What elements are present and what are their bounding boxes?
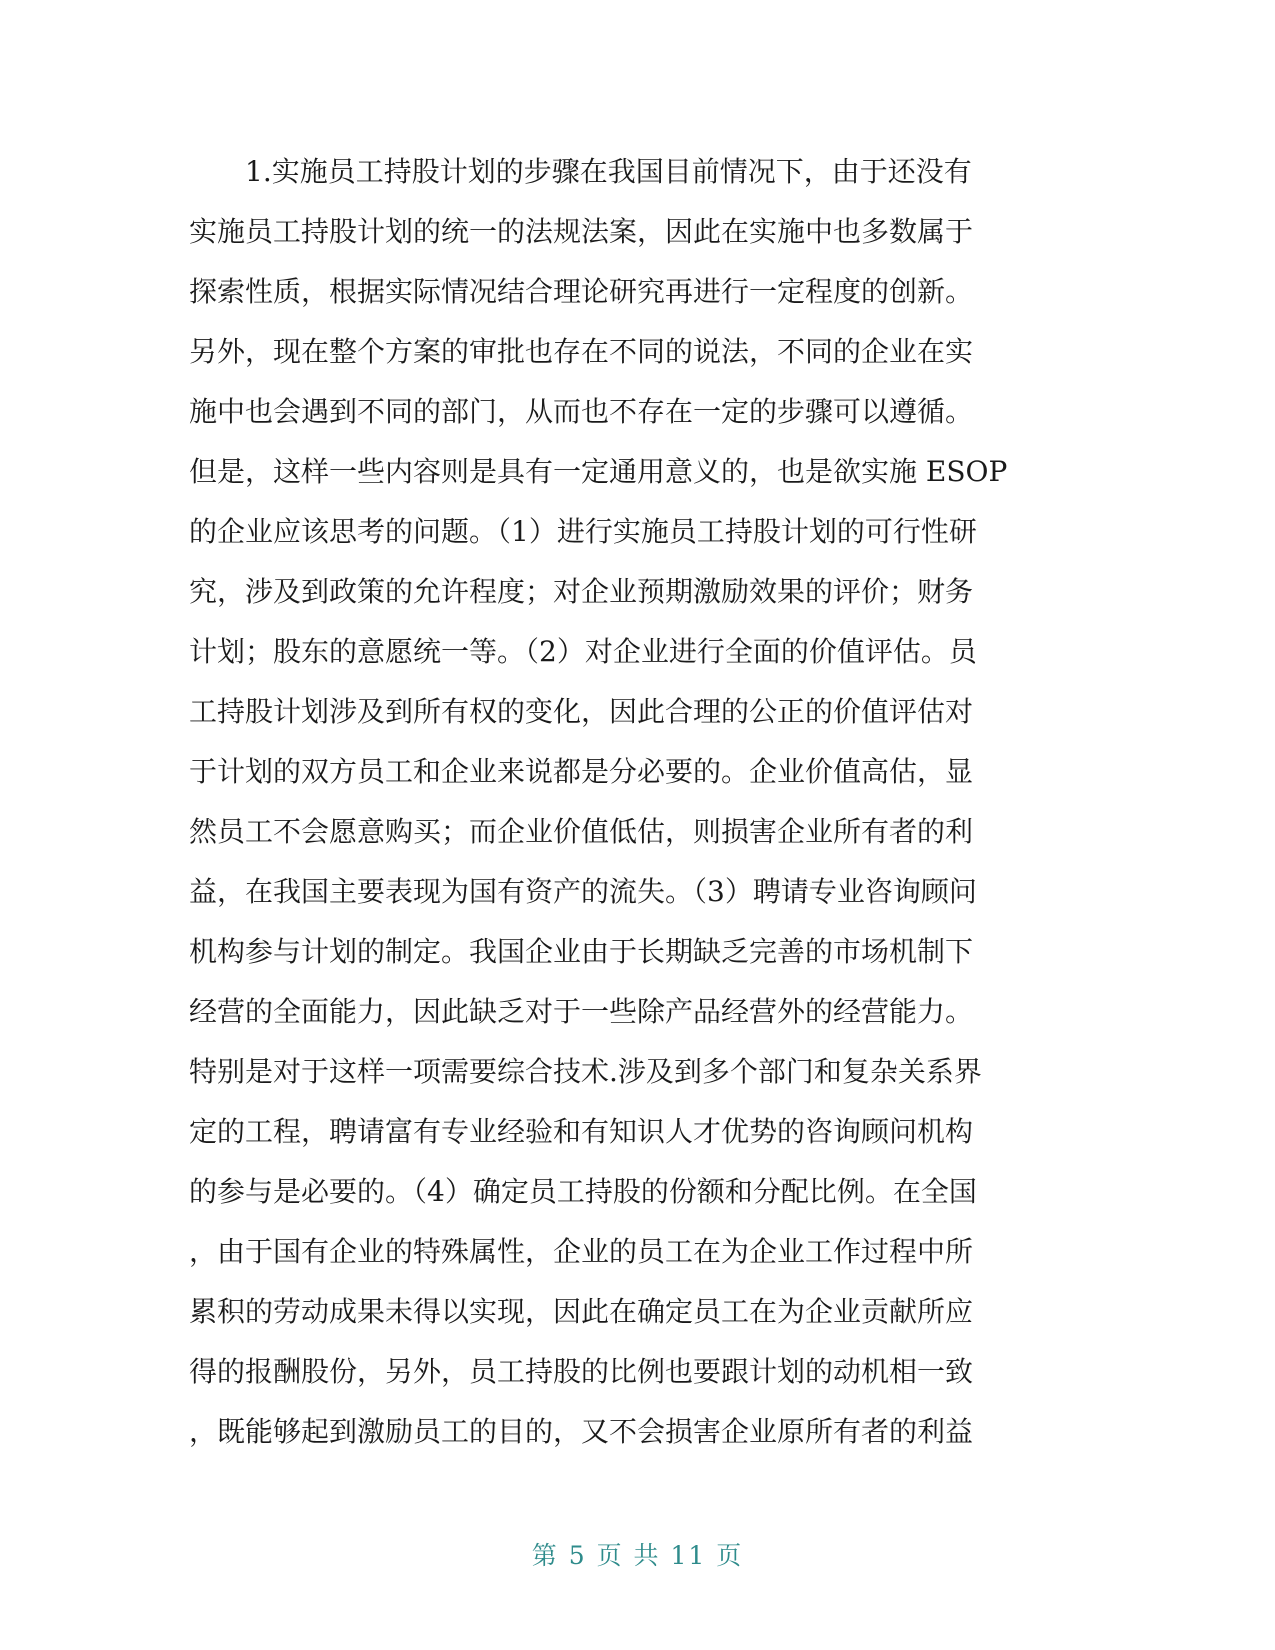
paragraph-line: 益，在我国主要表现为国有资产的流失。（3）聘请专业咨询顾问 <box>189 875 977 908</box>
paragraph-line: 的参与是必要的。（4）确定员工持股的份额和分配比例。在全国 <box>189 1175 977 1208</box>
paragraph-line: 于计划的双方员工和企业来说都是分必要的。企业价值高估，显 <box>189 755 974 788</box>
body-paragraph <box>189 142 1079 1462</box>
paragraph-line: 但是，这样一些内容则是具有一定通用意义的，也是欲实施 ESOP <box>189 455 1008 488</box>
paragraph-line: ，既能够起到激励员工的目的，又不会损害企业原所有者的利益 <box>189 1415 974 1448</box>
paragraph-line: 得的报酬股份，另外，员工持股的比例也要跟计划的动机相一致 <box>189 1355 974 1388</box>
paragraph-line: 探索性质，根据实际情况结合理论研究再进行一定程度的创新。 <box>189 275 974 308</box>
paragraph-line: 究，涉及到政策的允许程度；对企业预期激励效果的评价；财务 <box>189 575 974 608</box>
paragraph-line: 机构参与计划的制定。我国企业由于长期缺乏完善的市场机制下 <box>189 935 974 968</box>
paragraph-line: 1.实施员工持股计划的步骤在我国目前情况下，由于还没有 <box>245 155 972 188</box>
page-number-footer: 第 5 页 共 11 页 <box>531 1541 744 1570</box>
paragraph-line: 累积的劳动成果未得以实现，因此在确定员工在为企业贡献所应 <box>189 1295 974 1328</box>
paragraph-line: 工持股计划涉及到所有权的变化，因此合理的公正的价值评估对 <box>189 695 974 728</box>
paragraph-line: 实施员工持股计划的统一的法规法案，因此在实施中也多数属于 <box>189 215 974 248</box>
paragraph-line: 另外，现在整个方案的审批也存在不同的说法，不同的企业在实 <box>189 335 974 368</box>
paragraph-line: 然员工不会愿意购买；而企业价值低估，则损害企业所有者的利 <box>189 815 974 848</box>
paragraph-line: 特别是对于这样一项需要综合技术.涉及到多个部门和复杂关系界 <box>189 1055 982 1088</box>
paragraph-line: 计划；股东的意愿统一等。（2）对企业进行全面的价值评估。员 <box>189 635 977 668</box>
paragraph-line: 施中也会遇到不同的部门，从而也不存在一定的步骤可以遵循。 <box>189 395 974 428</box>
paragraph-line: 经营的全面能力，因此缺乏对于一些除产品经营外的经营能力。 <box>189 995 974 1028</box>
paragraph-line: ，由于国有企业的特殊属性，企业的员工在为企业工作过程中所 <box>189 1235 974 1268</box>
paragraph-line: 的企业应该思考的问题。（1）进行实施员工持股计划的可行性研 <box>189 515 977 548</box>
paragraph-line: 定的工程，聘请富有专业经验和有知识人才优势的咨询顾问机构 <box>189 1115 974 1148</box>
